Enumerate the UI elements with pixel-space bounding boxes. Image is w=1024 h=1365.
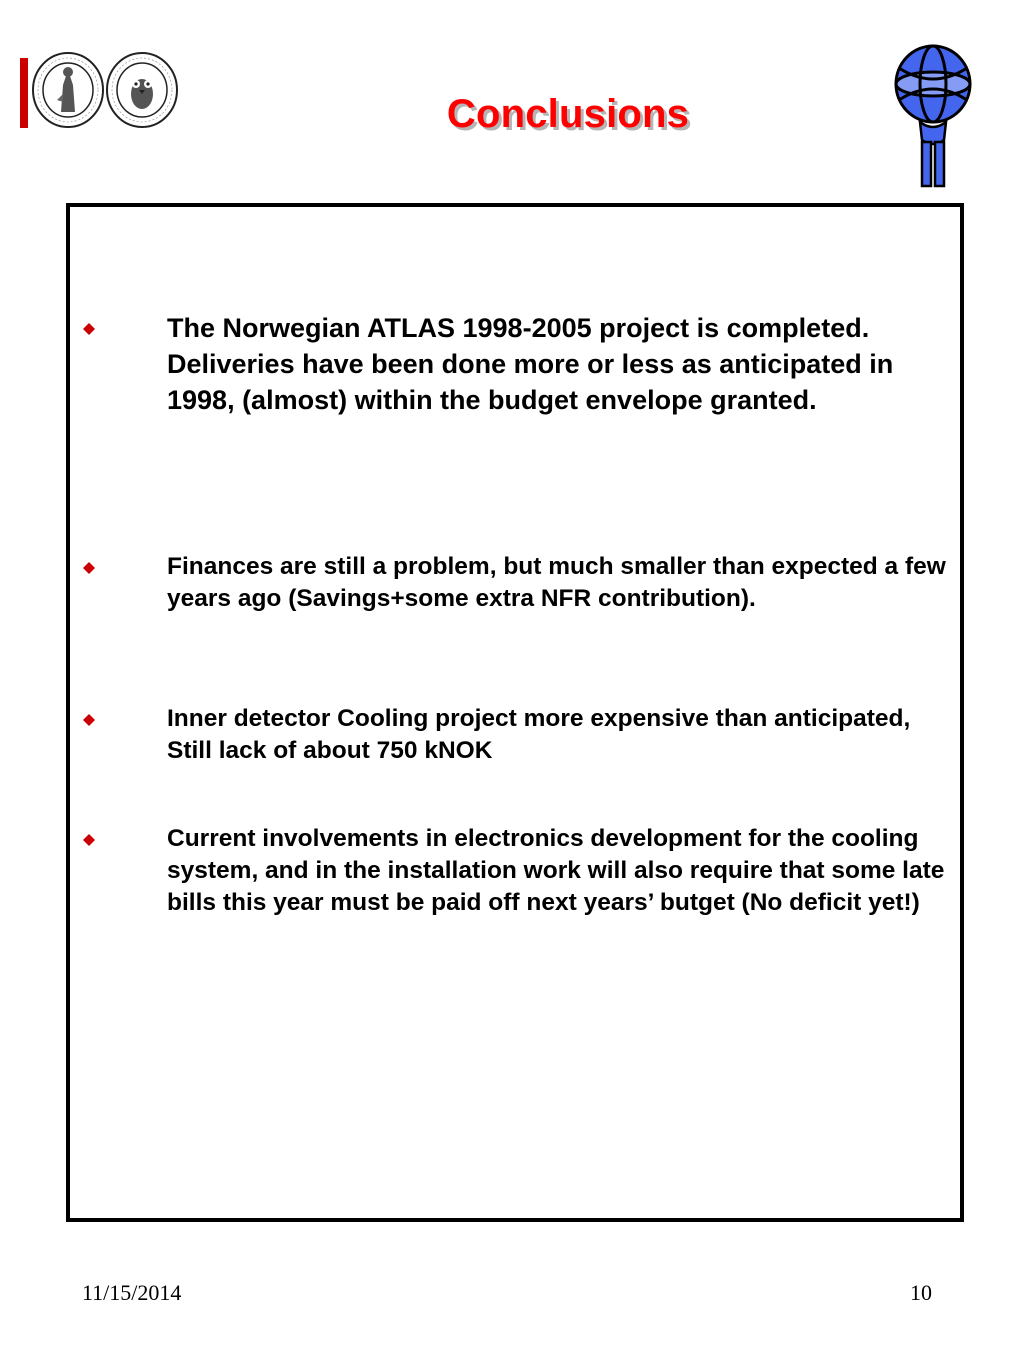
diamond-bullet-icon [82, 833, 96, 847]
bullet-text-3: Inner detector Cooling project more expensive than anticipated, Still lack of about 750 kNOK [167, 705, 911, 764]
page-number: 10 [910, 1280, 932, 1305]
footer-date: 11/15/2014 [82, 1280, 182, 1305]
diamond-bullet-icon [82, 322, 96, 336]
atlas-logo-icon [890, 38, 976, 190]
bullet-text-2: Finances are still a problem, but much smaller than expected a few years ago (Savings+some extra NFR contribution). [167, 553, 946, 612]
diamond-bullet-icon [82, 713, 96, 727]
bullet-text-4: Current involvements in electronics development for the cooling system, and in the installation work will also require that some late bills this year must be paid off next years’ butget (No deficit yet!) [167, 825, 945, 916]
diamond-bullet-icon [82, 561, 96, 575]
slide-title: Conclusions [446, 92, 690, 136]
bullet-text-1: The Norwegian ATLAS 1998-2005 project is completed. Deliveries have been done more or less as anticipated in 1998, (almost) within the budget envelope granted. [167, 313, 894, 415]
